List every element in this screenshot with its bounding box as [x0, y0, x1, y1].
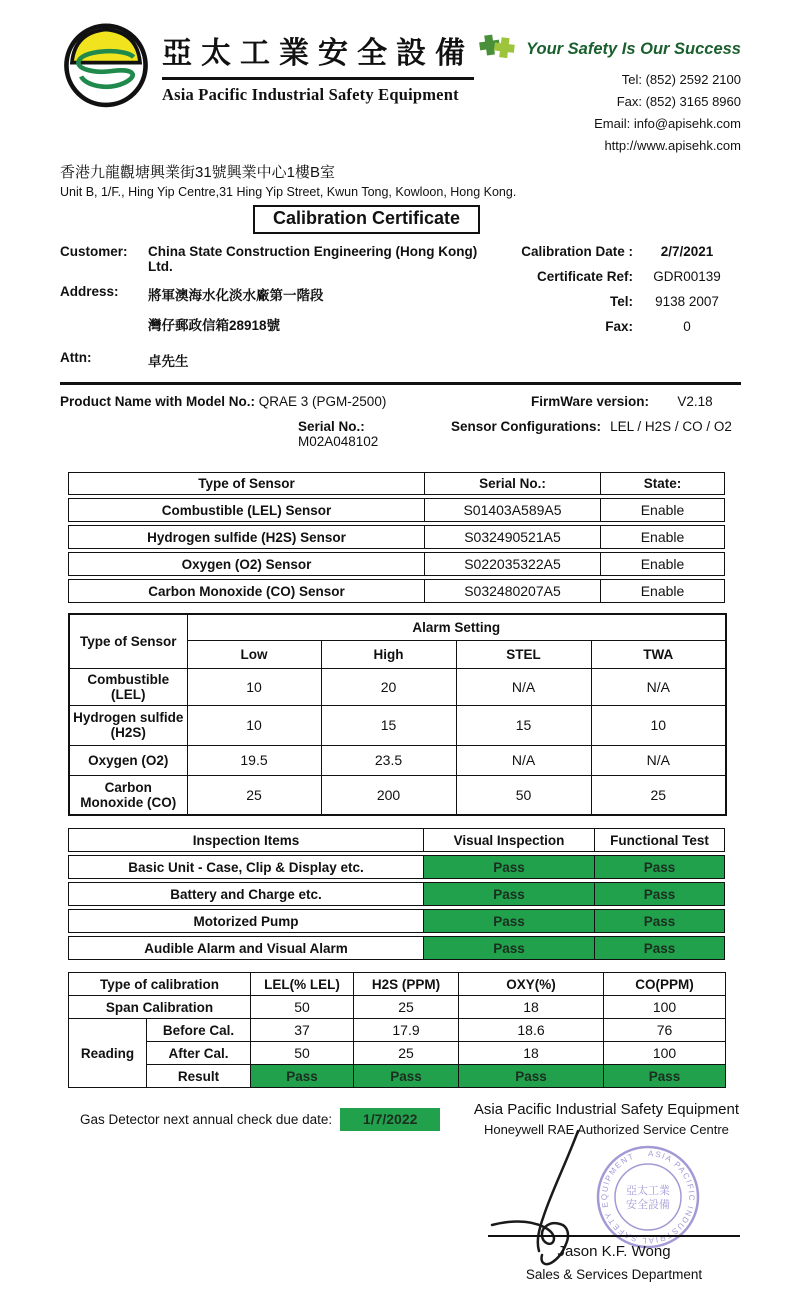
table-row	[69, 705, 726, 745]
company-names	[162, 20, 474, 157]
office-address-english: Unit B, 1/F., Hing Yip Centre,31 Hing Yip Street, Kwun Tong, Kowloon, Hong Kong.	[60, 185, 517, 200]
table-row	[69, 745, 726, 775]
inspection-item: Audible Alarm and Visual Alarm	[68, 936, 424, 960]
functional-test-result: Pass	[595, 855, 725, 879]
after-cal-value: 100	[604, 1042, 726, 1065]
stamp-rim-text: ASIA PACIFIC INDUSTRIAL SAFETY EQUIPMENT	[599, 1149, 697, 1246]
customer-tel-value: 9138 2007	[655, 294, 719, 310]
before-cal-value: 18.6	[459, 1019, 604, 1042]
span-calibration-label: Span Calibration	[69, 996, 251, 1019]
sensor-config-value: LEL / H2S / CO / O2	[610, 419, 732, 435]
reading-label: Reading	[69, 1019, 147, 1088]
sensor-state: Enable	[601, 525, 725, 549]
firmware-label: FirmWare version:	[530, 394, 649, 410]
office-address-chinese: 香港九龍觀塘興業街31號興業中心1樓B室	[60, 164, 336, 182]
calibration-col-co: CO(PPM)	[604, 973, 726, 996]
functional-test-result: Pass	[595, 909, 725, 933]
table-row	[69, 1065, 726, 1088]
calibration-col-oxy: OXY(%)	[459, 973, 604, 996]
inspection-item: Basic Unit - Case, Clip & Display etc.	[68, 855, 424, 879]
company-logo-helmet-icon	[60, 20, 152, 108]
table-row	[69, 996, 726, 1019]
visual-inspection-result: Pass	[424, 936, 595, 960]
sensor-serial: S022035322A5	[425, 552, 601, 576]
alarm-value: 23.5	[321, 745, 456, 775]
alarm-value: 25	[591, 775, 726, 815]
functional-test-result: Pass	[595, 936, 725, 960]
serial-no-label: Serial No.:	[298, 419, 365, 435]
span-value: 18	[459, 996, 604, 1019]
company-name-english: Asia Pacific Industrial Safety Equipment	[162, 85, 459, 104]
customer-value: China State Construction Engineering (Hong Kong) Ltd.	[148, 244, 478, 275]
alarm-row-label: Oxygen (O2)	[69, 745, 187, 775]
alarm-col-stel: STEL	[456, 640, 591, 668]
alarm-value: N/A	[591, 668, 726, 705]
header-contact-block	[477, 20, 741, 157]
span-value: 25	[354, 996, 459, 1019]
puzzle-cross-icon	[477, 32, 519, 66]
sensor-name: Oxygen (O2) Sensor	[68, 552, 425, 576]
alarm-value: 10	[187, 705, 321, 745]
alarm-value: 10	[591, 705, 726, 745]
after-cal-value: 25	[354, 1042, 459, 1065]
result-value: Pass	[459, 1065, 604, 1088]
footer-company-name: Asia Pacific Industrial Safety Equipment	[473, 1101, 739, 1119]
after-cal-value: 50	[251, 1042, 354, 1065]
header	[60, 20, 741, 157]
alarm-row-label: Hydrogen sulfide (H2S)	[69, 705, 187, 745]
visual-inspection-result: Pass	[424, 909, 595, 933]
brand-block	[60, 20, 474, 157]
customer-tel-label: Tel:	[610, 294, 633, 310]
customer-address-line1: 將軍澳海水化淡水廠第一階段	[148, 288, 324, 304]
sensor-state: Enable	[601, 552, 725, 576]
alarm-col-twa: TWA	[591, 640, 726, 668]
sensor-name: Combustible (LEL) Sensor	[68, 498, 425, 522]
result-value: Pass	[604, 1065, 726, 1088]
customer-fax-label: Fax:	[605, 319, 633, 335]
inspection-item: Battery and Charge etc.	[68, 882, 424, 906]
alarm-col-low: Low	[187, 640, 321, 668]
table-row	[68, 552, 725, 576]
visual-inspection-result: Pass	[424, 855, 595, 879]
after-cal-label: After Cal.	[147, 1042, 251, 1065]
alarm-value: 200	[321, 775, 456, 815]
attn-label: Attn:	[60, 350, 92, 366]
table-row	[68, 936, 725, 960]
due-date-row	[60, 1101, 741, 1137]
table-row	[68, 525, 725, 549]
alarm-value: N/A	[591, 745, 726, 775]
signer-department: Sales & Services Department	[525, 1267, 703, 1283]
alarm-setting-table	[68, 613, 727, 816]
alarm-row-label: Combustible (LEL)	[69, 668, 187, 705]
header-fax: Fax: (852) 3165 8960	[616, 94, 741, 110]
due-date-label: Gas Detector next annual check due date:	[80, 1111, 333, 1127]
alarm-col-high: High	[321, 640, 456, 668]
signature-line	[488, 1235, 740, 1237]
alarm-value: 20	[321, 668, 456, 705]
alarm-value: 10	[187, 668, 321, 705]
inspection-header-functional: Functional Test	[595, 828, 725, 852]
table-row	[68, 579, 725, 603]
signature-area	[60, 1139, 741, 1289]
alarm-value: 15	[321, 705, 456, 745]
sensor-table	[68, 469, 725, 606]
sensor-table-header-state: State:	[601, 472, 725, 495]
table-row	[68, 882, 725, 906]
signer-name: Jason K.F. Wong	[557, 1243, 671, 1261]
calibration-date-label: Calibration Date :	[521, 244, 633, 260]
alarm-group-header: Alarm Setting	[187, 614, 726, 640]
sensor-state: Enable	[601, 498, 725, 522]
attn-value: 卓先生	[148, 354, 189, 370]
sensor-table-header-serial: Serial No.:	[425, 472, 601, 495]
product-name-value: QRAE 3 (PGM-2500)	[258, 394, 387, 410]
sensor-serial: S032490521A5	[425, 525, 601, 549]
calibration-col-h2s: H2S (PPM)	[354, 973, 459, 996]
customer-info-section	[60, 244, 741, 380]
calibration-table	[68, 972, 726, 1088]
sensor-serial: S032480207A5	[425, 579, 601, 603]
header-website: http://www.apisehk.com	[604, 138, 741, 154]
calibration-type-header: Type of calibration	[69, 973, 251, 996]
signer-block	[488, 1235, 740, 1282]
customer-label: Customer:	[60, 244, 128, 260]
certificate-ref-value: GDR00139	[653, 269, 721, 285]
alarm-value: N/A	[456, 668, 591, 705]
alarm-value: N/A	[456, 745, 591, 775]
result-value: Pass	[354, 1065, 459, 1088]
before-cal-value: 17.9	[354, 1019, 459, 1042]
inspection-header-items: Inspection Items	[68, 828, 424, 852]
product-section	[60, 382, 741, 463]
alarm-value: 25	[187, 775, 321, 815]
due-date-value: 1/7/2022	[340, 1108, 440, 1131]
serial-no-value: M02A048102	[298, 434, 379, 450]
company-slogan: Your Safety Is Our Success	[526, 39, 741, 58]
inspection-item: Motorized Pump	[68, 909, 424, 933]
sensor-name: Hydrogen sulfide (H2S) Sensor	[68, 525, 425, 549]
calibration-col-lel: LEL(% LEL)	[251, 973, 354, 996]
firmware-value: V2.18	[677, 394, 713, 410]
table-row	[69, 1019, 726, 1042]
before-cal-value: 76	[604, 1019, 726, 1042]
alarm-value: 15	[456, 705, 591, 745]
functional-test-result: Pass	[595, 882, 725, 906]
result-value: Pass	[251, 1065, 354, 1088]
calibration-date-value: 2/7/2021	[660, 244, 714, 260]
customer-fax-value: 0	[683, 319, 691, 335]
table-row	[69, 668, 726, 705]
alarm-row-label: Carbon Monoxide (CO)	[69, 775, 187, 815]
alarm-value: 50	[456, 775, 591, 815]
table-row	[69, 1042, 726, 1065]
product-name-label: Product Name with Model No.:	[60, 394, 256, 410]
header-tel: Tel: (852) 2592 2100	[621, 72, 741, 87]
alarm-corner-header: Type of Sensor	[69, 614, 187, 668]
table-row	[68, 498, 725, 522]
sensor-name: Carbon Monoxide (CO) Sensor	[68, 579, 425, 603]
before-cal-label: Before Cal.	[147, 1019, 251, 1042]
table-row	[68, 909, 725, 933]
sensor-state: Enable	[601, 579, 725, 603]
address-label: Address:	[60, 284, 119, 300]
stamp-center-line2: 安全設備	[626, 1199, 670, 1212]
table-row	[69, 775, 726, 815]
sensor-serial: S01403A589A5	[425, 498, 601, 522]
stamp-center-line1: 亞太工業	[626, 1185, 670, 1198]
footer-service-centre: Honeywell RAE Authorized Service Centre	[483, 1122, 729, 1138]
inspection-table	[68, 825, 725, 963]
alarm-value: 19.5	[187, 745, 321, 775]
office-address	[60, 161, 741, 199]
company-name-chinese: 亞太工業安全設備	[162, 28, 474, 80]
table-row	[68, 855, 725, 879]
sensor-table-header-type: Type of Sensor	[68, 472, 425, 495]
before-cal-value: 37	[251, 1019, 354, 1042]
inspection-header-visual: Visual Inspection	[424, 828, 595, 852]
span-value: 50	[251, 996, 354, 1019]
span-value: 100	[604, 996, 726, 1019]
customer-address-line2: 灣仔郵政信箱28918號	[148, 318, 281, 334]
header-email: Email: info@apisehk.com	[594, 116, 741, 132]
certificate-ref-label: Certificate Ref:	[536, 269, 633, 285]
certificate-title: Calibration Certificate	[253, 205, 480, 234]
after-cal-value: 18	[459, 1042, 604, 1065]
result-label: Result	[147, 1065, 251, 1088]
sensor-config-label: Sensor Configurations:	[450, 419, 601, 435]
visual-inspection-result: Pass	[424, 882, 595, 906]
